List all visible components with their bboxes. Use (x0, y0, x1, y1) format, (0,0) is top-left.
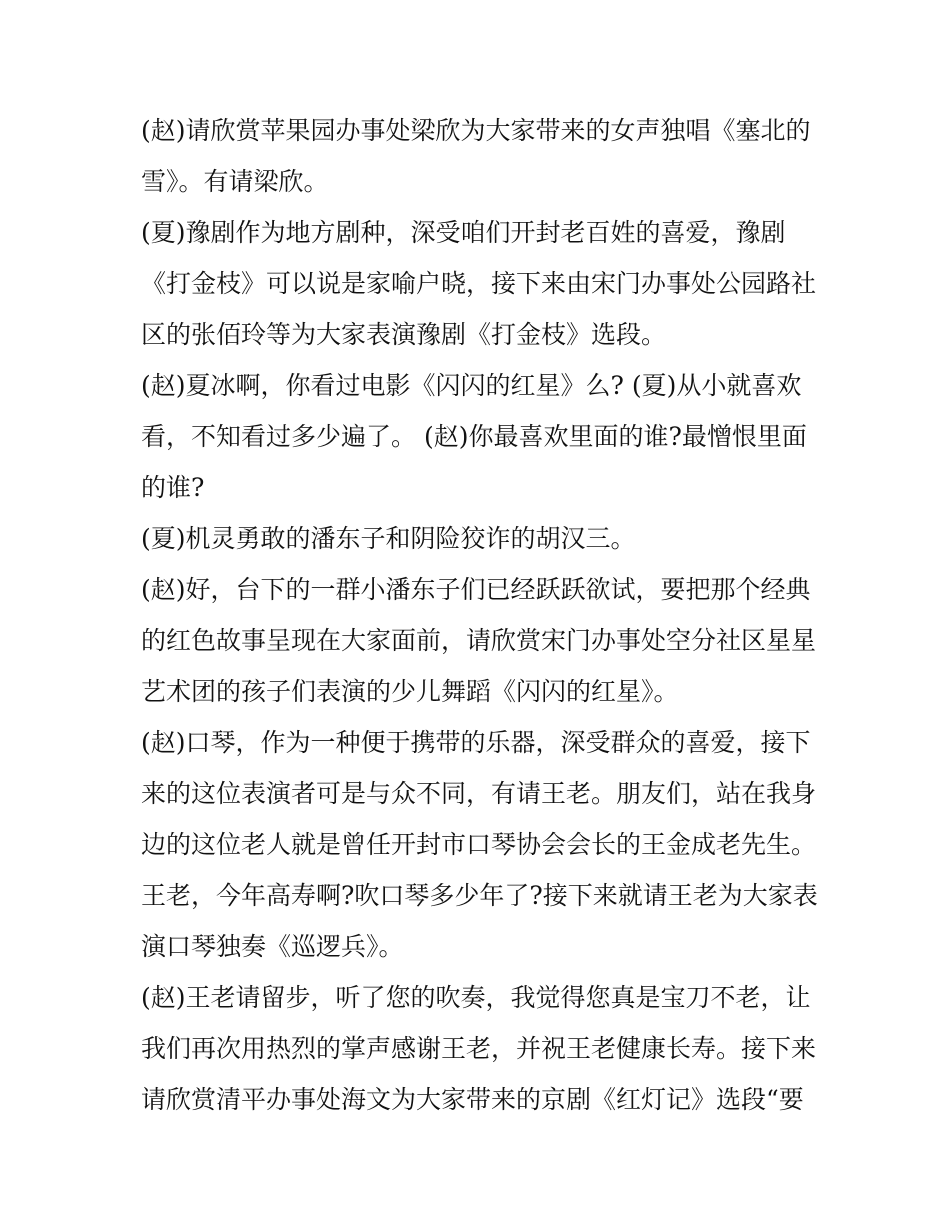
text-line: 《打金枝》可以说是家喻户晓，接下来由宋门办事处公园路社 (141, 269, 817, 298)
text-line: 来的这位表演者可是与众不同，有请王老。朋友们，站在我身 (141, 779, 817, 808)
text-line: 边的这位老人就是曾任开封市口琴协会会长的王金成老先生。 (141, 830, 817, 859)
text-line: 艺术团的孩子们表演的少儿舞蹈《闪闪的红星》。 (141, 677, 679, 706)
text-line: (赵)夏冰啊，你看过电影《闪闪的红星》么? (夏)从小就喜欢 (141, 371, 802, 400)
text-line: (赵)口琴，作为一种便于携带的乐器，深受群众的喜爱，接下 (141, 728, 811, 757)
text-line: (夏)豫剧作为地方剧种，深受咱们开封老百姓的喜爱，豫剧 (141, 218, 786, 247)
text-line: (赵)好，台下的一群小潘东子们已经跃跃欲试，要把那个经典 (141, 575, 811, 604)
text-line: 看，不知看过多少遍了。 (赵)你最喜欢里面的谁?最憎恨里面 (141, 422, 807, 451)
text-line: 雪》。有请梁欣。 (141, 167, 329, 196)
text-line: 王老，今年高寿啊?吹口琴多少年了?接下来就请王老为大家表 (141, 881, 818, 910)
text-line: 的谁? (141, 473, 205, 502)
text-line: 演口琴独奏《巡逻兵》。 (141, 932, 404, 961)
document-body (141, 105, 821, 1125)
text-line: 区的张佰玲等为大家表演豫剧《打金枝》选段。 (141, 320, 667, 349)
text-line: 请欣赏清平办事处海文为大家带来的京剧《红灯记》选段“要 (141, 1085, 804, 1114)
text-line: (夏)机灵勇敢的潘东子和阴险狡诈的胡汉三。 (141, 524, 636, 553)
text-line: 的红色故事呈现在大家面前，请欣赏宋门办事处空分社区星星 (141, 626, 817, 655)
text-line: 我们再次用热烈的掌声感谢王老，并祝王老健康长寿。接下来 (141, 1034, 817, 1063)
text-line: (赵)请欣赏苹果园办事处梁欣为大家带来的女声独唱《塞北的 (141, 116, 811, 145)
text-line: (赵)王老请留步，听了您的吹奏，我觉得您真是宝刀不老，让 (141, 983, 811, 1012)
